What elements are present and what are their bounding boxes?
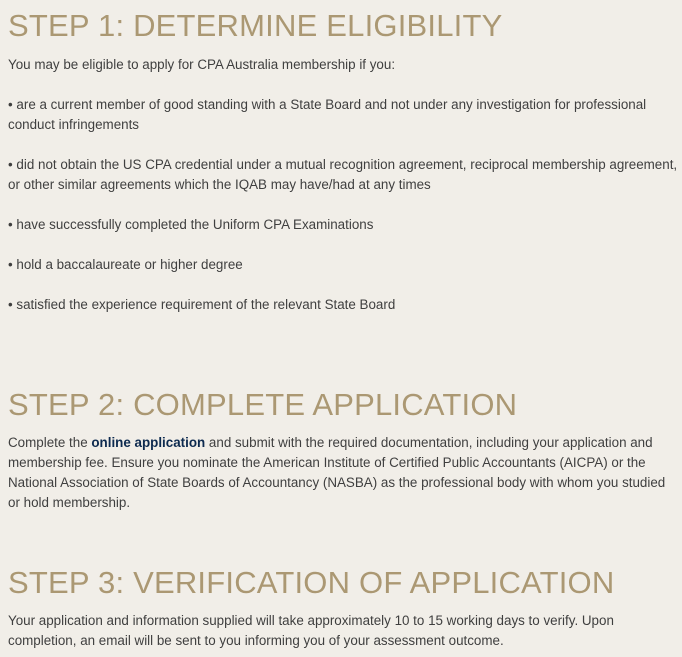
step-3-body: Your application and information supplied will take approximately 10 to 15 working days to verify. Upon completion, an email will be sent to you informing you of your assessment outcome. <box>8 613 614 648</box>
eligibility-item-cpa-exams: • have successfully completed the Uniform CPA Examinations <box>8 217 374 232</box>
step-2-heading: STEP 2: COMPLETE APPLICATION <box>8 387 518 422</box>
step-2-body <box>8 433 678 513</box>
eligibility-item-experience: • satisfied the experience requirement of the relevant State Board <box>8 297 396 312</box>
step-2-text-before-link: Complete the <box>8 435 92 450</box>
eligibility-item-degree: • hold a baccalaureate or higher degree <box>8 257 243 272</box>
step-3-heading: STEP 3: VERIFICATION OF APPLICATION <box>8 565 615 600</box>
step-1-heading: STEP 1: DETERMINE ELIGIBILITY <box>8 8 503 43</box>
eligibility-item-no-mutual-recognition: • did not obtain the US CPA credential under a mutual recognition agreement, reciprocal membership agreement, or other similar agreements which the IQAB may have/had at any times <box>8 157 678 192</box>
step-1-intro: You may be eligible to apply for CPA Australia membership if you: <box>8 57 396 72</box>
eligibility-item-good-standing: • are a current member of good standing with a State Board and not under any investigation for professional conduct infringements <box>8 97 647 132</box>
step-2-text-after-link: and submit with the required documentation, including your application and membership fee. Ensure you nominate the American Institute of Certified Public Accountants (AICPA) or the National Association of State Boards of Accountancy (NASBA) as the professional body with whom you studied or hold membership. <box>8 435 666 510</box>
online-application-link[interactable]: online application <box>91 435 206 450</box>
